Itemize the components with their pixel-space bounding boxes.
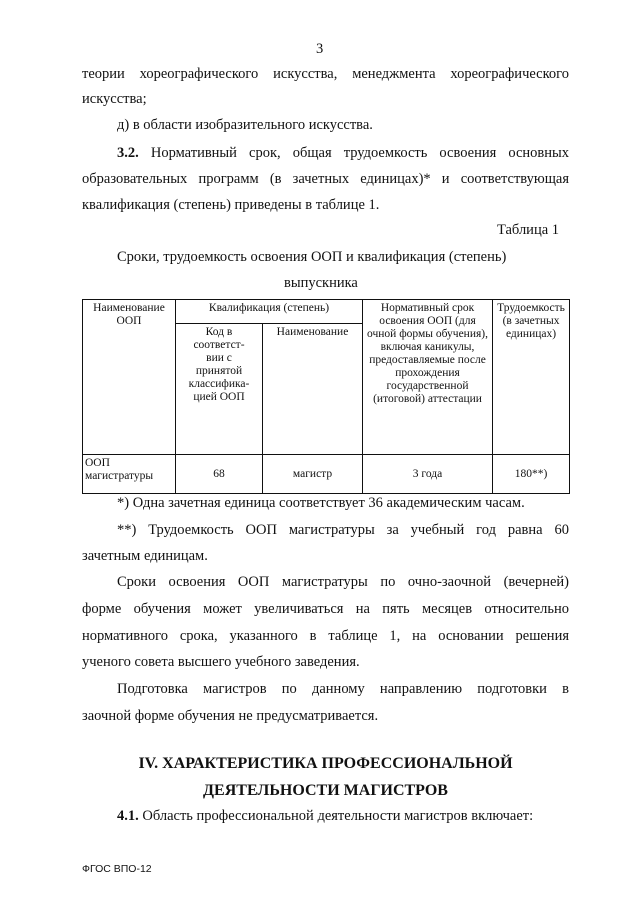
section-number: 3.2.	[117, 145, 139, 161]
section-heading: ДЕЯТЕЛЬНОСТИ МАГИСТРОВ	[203, 782, 448, 799]
row-code: 68	[176, 455, 263, 494]
paragraph-line: нормативного срока, указанного в таблице 1, на основании решения	[82, 628, 569, 644]
section-number: 4.1.	[117, 808, 139, 824]
header-labor: Трудоемкость (в зачетных единицах)	[493, 300, 570, 455]
paragraph-line: Сроки освоения ООП магистратуры по очно-заочной (вечерней)	[117, 574, 569, 590]
section-4-1-line	[117, 808, 533, 825]
footnote: *) Одна зачетная единица соответствует 36 академическим часам.	[117, 495, 525, 511]
text-line: д) в области изобразительного искусства.	[117, 117, 373, 133]
table-label: Таблица 1	[497, 222, 560, 238]
header-term: Нормативный срок освоения ООП (для очной формы обучения), включая каникулы, предоставляемые после прохождения государственной (итоговой) аттестации	[363, 300, 493, 455]
text-line: теории хореографического искусства, менеджмента хореографического	[82, 66, 569, 82]
paragraph-line: ученого совета высшего учебного заведения.	[82, 654, 360, 670]
section-3-2-line	[117, 145, 569, 162]
text-line: образовательных программ (в зачетных единицах)* и соответствующая	[82, 171, 569, 187]
qualification-table	[82, 299, 570, 494]
section-heading: IV. ХАРАКТЕРИСТИКА ПРОФЕССИОНАЛЬНОЙ	[138, 755, 513, 772]
footnote: **) Трудоемкость ООП магистратуры за учебный год равна 60	[117, 522, 569, 538]
header-code: Код в соответст-вии с принятой классифика-цией ООП	[176, 324, 263, 455]
row-qual-name: магистр	[263, 455, 363, 494]
footer-label: ФГОС ВПО-12	[82, 863, 152, 875]
header-name: Наименование ООП	[83, 300, 176, 455]
text-line: искусства;	[82, 91, 147, 107]
text-line: квалификация (степень) приведены в таблице 1.	[82, 197, 380, 213]
page-number: 3	[316, 41, 324, 57]
header-qualification: Квалификация (степень)	[176, 300, 363, 324]
section-text: Область профессиональной деятельности магистров включает:	[142, 808, 534, 824]
header-qual-name: Наименование	[263, 324, 363, 455]
paragraph-line: Подготовка магистров по данному направлению подготовки в	[117, 681, 569, 697]
table-caption: выпускника	[284, 275, 358, 291]
table-caption: Сроки, трудоемкость освоения ООП и квалификация (степень)	[117, 249, 507, 265]
row-labor: 180**)	[493, 455, 570, 494]
footnote: зачетным единицам.	[82, 548, 208, 564]
row-term: 3 года	[363, 455, 493, 494]
paragraph-line: заочной форме обучения не предусматривается.	[82, 708, 379, 724]
row-name: ООП магистратуры	[83, 455, 176, 494]
section-text: Нормативный срок, общая трудоемкость освоения основных	[150, 145, 570, 161]
paragraph-line: форме обучения может увеличиваться на пять месяцев относительно	[82, 601, 569, 617]
